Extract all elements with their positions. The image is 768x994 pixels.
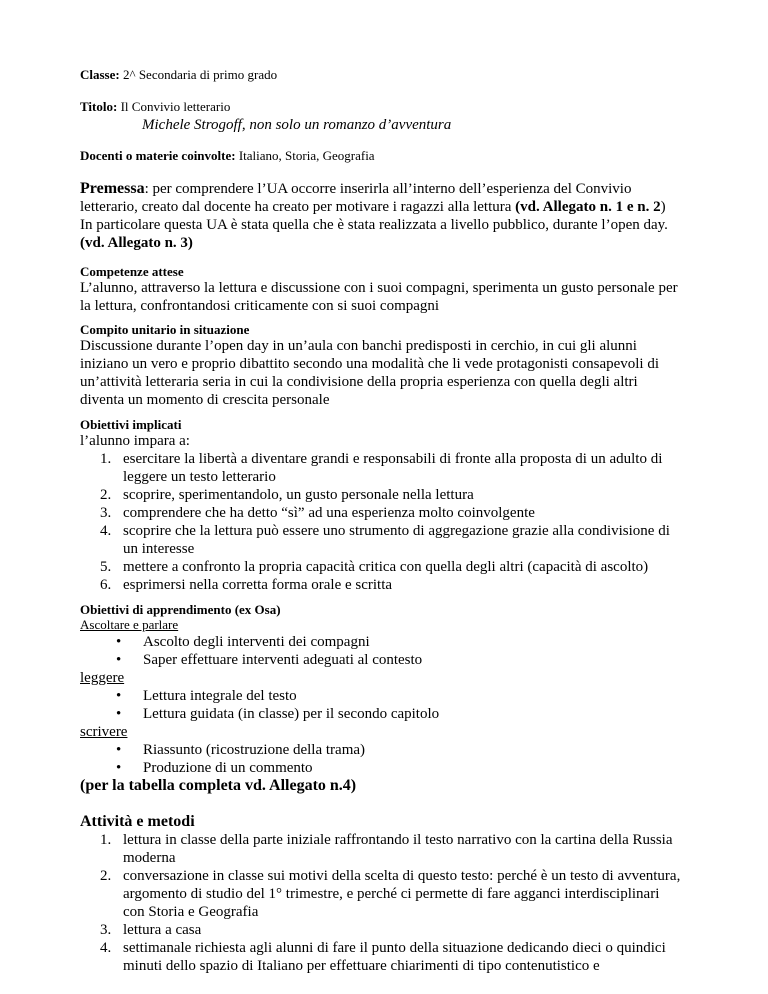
bullet-item: Produzione di un commento bbox=[143, 760, 313, 776]
list-item-number: 1. bbox=[100, 832, 112, 848]
competenze-line-1: L’alunno, attraverso la lettura e discussione con i suoi compagni, sperimenta un gusto personale per bbox=[80, 280, 678, 296]
classe-value: 2^ Secondaria di primo grado bbox=[119, 67, 278, 82]
titolo-value: Il Convivio letterario bbox=[117, 99, 231, 114]
list-item-continuation: un interesse bbox=[123, 541, 195, 557]
list-item-number: 3. bbox=[100, 505, 112, 521]
list-item-continuation: argomento di studio del 1° trimestre, e perché ci permette di fare agganci interdisciplinari bbox=[123, 886, 660, 902]
list-item-number: 1. bbox=[100, 451, 112, 467]
list-item: lettura in classe della parte iniziale raffrontando il testo narrativo con la cartina della Russia bbox=[123, 832, 673, 848]
bullet-icon: • bbox=[116, 760, 122, 776]
docenti-label: Docenti o materie coinvolte: bbox=[80, 148, 236, 163]
premessa-text-2: letterario, creato dal docente ha creato per motivare i ragazzi alla lettura bbox=[80, 199, 516, 215]
compito-line-2: iniziano un vero e proprio dibattito secondo una modalità che li vede protagonisti consapevoli di bbox=[80, 356, 660, 372]
premessa-paren: ) bbox=[660, 199, 666, 215]
list-item-number: 4. bbox=[100, 940, 112, 956]
bullet-item: Ascolto degli interventi dei compagni bbox=[143, 634, 370, 650]
classe-line bbox=[80, 67, 277, 83]
list-item-continuation: leggere un testo letterario bbox=[123, 469, 276, 485]
list-item-continuation: minuti dello spazio di Italiano per effettuare chiarimenti di tipo contenutistico e bbox=[123, 958, 600, 974]
bullet-icon: • bbox=[116, 688, 122, 704]
bullet-item: Riassunto (ricostruzione della trama) bbox=[143, 742, 366, 758]
allegato-note: (per la tabella completa vd. Allegato n.4) bbox=[80, 777, 357, 794]
classe-label: Classe: bbox=[80, 67, 120, 82]
list-item-number: 6. bbox=[100, 577, 112, 593]
bullet-item: Lettura integrale del testo bbox=[143, 688, 297, 704]
list-item: comprendere che ha detto “sì” ad una esperienza molto coinvolgente bbox=[123, 505, 535, 521]
list-item: esprimersi nella corretta forma orale e scritta bbox=[123, 577, 393, 593]
premessa-line-3: In particolare questa UA è stata quella che è stata realizzata a livello pubblico, durante l’open day. bbox=[80, 217, 668, 233]
list-item-continuation: con Storia e Geografia bbox=[123, 904, 259, 920]
group-title-scrivere: scrivere bbox=[80, 724, 128, 740]
compito-line-4: diventa un momento di crescita personale bbox=[80, 392, 330, 408]
list-item-number: 4. bbox=[100, 523, 112, 539]
list-item-number: 5. bbox=[100, 559, 112, 575]
list-item: scoprire che la lettura può essere uno strumento di aggregazione grazie alla condivisione di bbox=[123, 523, 670, 539]
list-item-continuation: moderna bbox=[123, 850, 176, 866]
list-item: scoprire, sperimentandolo, un gusto personale nella lettura bbox=[123, 487, 474, 503]
compito-heading: Compito unitario in situazione bbox=[80, 322, 250, 337]
premessa-line-2 bbox=[80, 198, 666, 216]
compito-line-1: Discussione durante l’open day in un’aula con banchi predisposti in cerchio, in cui gli alunni bbox=[80, 338, 637, 354]
titolo-label: Titolo: bbox=[80, 99, 118, 114]
obiettivi-intro: l’alunno impara a: bbox=[80, 433, 190, 449]
docenti-line bbox=[80, 148, 375, 164]
bullet-icon: • bbox=[116, 634, 122, 650]
bullet-item: Lettura guidata (in classe) per il secondo capitolo bbox=[143, 706, 440, 722]
list-item: settimanale richiesta agli alunni di fare il punto della situazione dedicando dieci o quindici bbox=[123, 940, 666, 956]
list-item-number: 3. bbox=[100, 922, 112, 938]
list-item: mettere a confronto la propria capacità critica con quella degli altri (capacità di ascolto) bbox=[123, 559, 649, 575]
obiettivi-apprendimento-heading: Obiettivi di apprendimento (ex Osa) bbox=[80, 602, 281, 617]
docenti-value: Italiano, Storia, Geografia bbox=[235, 148, 375, 163]
attivita-heading: Attività e metodi bbox=[80, 813, 195, 830]
premessa-ref-2: (vd. Allegato n. 3) bbox=[80, 235, 193, 251]
titolo-subtitle: Michele Strogoff, non solo un romanzo d’avventura bbox=[142, 117, 452, 133]
bullet-item: Saper effettuare interventi adeguati al contesto bbox=[143, 652, 423, 668]
bullet-icon: • bbox=[116, 652, 122, 668]
premessa-ref-1: (vd. Allegato n. 1 e n. 2 bbox=[515, 199, 661, 215]
group-title-leggere: leggere bbox=[80, 670, 125, 686]
premessa-text-1: : per comprendere l’UA occorre inserirla all’interno dell’esperienza del Convivio bbox=[144, 181, 632, 197]
bullet-icon: • bbox=[116, 742, 122, 758]
list-item-number: 2. bbox=[100, 868, 112, 884]
list-item-number: 2. bbox=[100, 487, 112, 503]
list-item: lettura a casa bbox=[123, 922, 202, 938]
competenze-heading: Competenze attese bbox=[80, 264, 184, 279]
titolo-line bbox=[80, 99, 230, 115]
compito-line-3: un’attività letteraria seria in cui la condivisione della propria esperienza con quella degli altri bbox=[80, 374, 638, 390]
competenze-line-2: la lettura, confrontandosi criticamente con si suoi compagni bbox=[80, 298, 440, 314]
obiettivi-implicati-heading: Obiettivi implicati bbox=[80, 417, 182, 432]
list-item: conversazione in classe sui motivi della scelta di questo testo: perché è un testo di avventura, bbox=[123, 868, 681, 884]
bullet-icon: • bbox=[116, 706, 122, 722]
premessa-label: Premessa bbox=[80, 180, 145, 197]
premessa-line-1 bbox=[80, 180, 631, 198]
group-title-ascoltare: Ascoltare e parlare bbox=[80, 617, 179, 632]
list-item: esercitare la libertà a diventare grandi e responsabili di fronte alla proposta di un adulto di bbox=[123, 451, 663, 467]
